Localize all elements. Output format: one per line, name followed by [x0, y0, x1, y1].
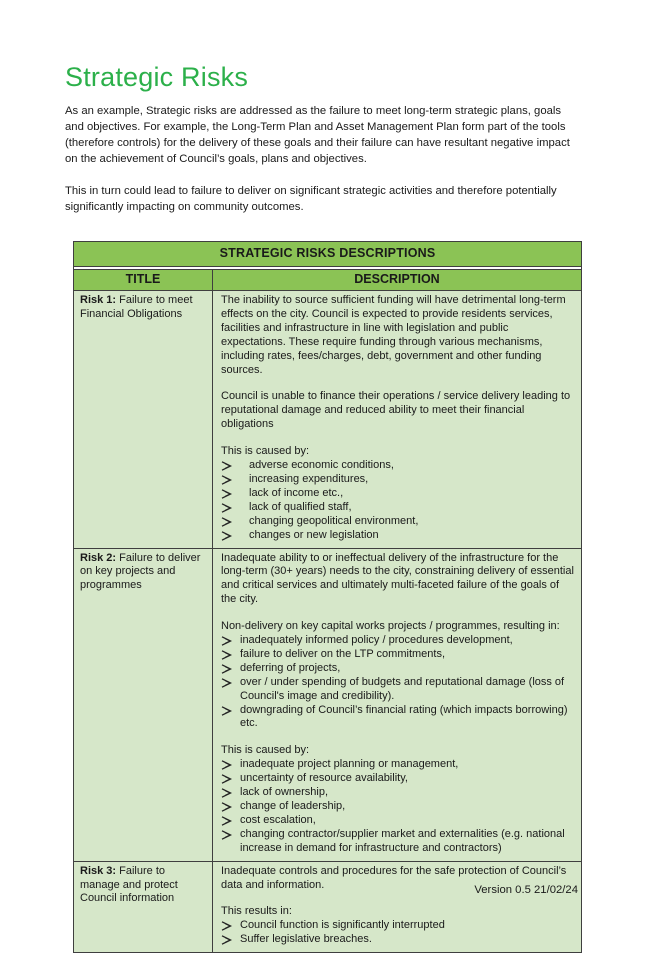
bullet-text: adverse economic conditions,	[249, 459, 394, 472]
description-paragraph: Inadequate ability to or ineffectual delivery of the infrastructure for the long-term (30+ years) needs to the city, constraining delivery of essential and critical services and ultimately multi-faceted failure of the goals of the city.	[221, 551, 574, 606]
table-row	[74, 549, 581, 862]
arrow-bullet-icon	[221, 760, 232, 770]
description-paragraph: Council is unable to finance their operations / service delivery leading to reputational damage and reduced ability to meet their financial obligations	[221, 390, 571, 431]
arrow-bullet-icon	[221, 664, 232, 674]
intro-section	[65, 103, 581, 215]
page-title: Strategic Risks	[65, 62, 249, 92]
bullet-text: Suffer legislative breaches.	[240, 933, 372, 946]
bullet-text: inadequate project planning or management,	[240, 758, 459, 771]
bullet-item	[221, 800, 575, 814]
bullet-text: changing geopolitical environment,	[249, 514, 419, 527]
description-paragraph: Non-delivery on key capital works projects / programmes, resulting in:	[221, 620, 560, 633]
bullet-item	[221, 676, 575, 704]
intro-paragraph-1: As an example, Strategic risks are addressed as the failure to meet long-term strategic plans, goals and objectives. For example, the Long-Term Plan and Asset Management Plan form part of the tools (therefore controls) for the delivery of these goals and their failure can have resultant negative impact on the achievement of Council’s goals, plans and objectives.	[65, 105, 570, 165]
description-paragraph: This results in:	[221, 905, 292, 918]
bullet-text: inadequately informed policy / procedures development,	[240, 634, 513, 647]
description-paragraph: This is caused by:	[221, 445, 310, 458]
risk-description-cell	[213, 549, 581, 861]
bullet-item	[221, 814, 575, 828]
bullet-text: changing contractor/supplier market and externalities (e.g. national increase in demand for infrastructure and contractors)	[240, 827, 565, 854]
column-header-description: DESCRIPTION	[354, 272, 440, 287]
bullet-item	[221, 634, 575, 648]
risk-rows	[74, 291, 581, 952]
bullet-text: lack of ownership,	[240, 786, 329, 799]
bullet-item	[221, 529, 575, 543]
arrow-bullet-icon	[221, 489, 232, 499]
arrow-bullet-icon	[221, 774, 232, 784]
bullet-text: Council function is significantly interrupted	[240, 919, 445, 932]
bullet-item	[221, 704, 575, 732]
bullet-item	[221, 648, 575, 662]
arrow-bullet-icon	[221, 706, 232, 716]
bullet-text: changes or new legislation	[249, 528, 379, 541]
risk-description-cell	[213, 862, 581, 953]
description-paragraph: The inability to source sufficient funding will have detrimental long-term effects on the city. Council is expected to provide residents services, facilities and infrastructure in line with legislation and public expectations. These require funding through various mechanisms, including rates, fees/charges, debt, government and other funding sources.	[221, 294, 566, 376]
bullet-text: failure to deliver on the LTP commitments,	[240, 647, 446, 660]
arrow-bullet-icon	[221, 816, 232, 826]
arrow-bullet-icon	[221, 678, 232, 688]
bullet-item	[221, 459, 575, 473]
bullet-item	[221, 662, 575, 676]
bullet-text: cost escalation,	[240, 813, 316, 826]
bullet-item	[221, 515, 575, 529]
arrow-bullet-icon	[221, 517, 232, 527]
risk-title-label: Risk 3:	[80, 864, 117, 877]
table-banner: STRATEGIC RISKS DESCRIPTIONS	[74, 242, 581, 267]
table-header-row	[74, 270, 581, 291]
description-paragraph: This is caused by:	[221, 744, 310, 757]
bullet-text: deferring of projects,	[240, 661, 341, 674]
intro-paragraph-2: This in turn could lead to failure to deliver on significant strategic activities and therefore potentially significantly impacting on community outcomes.	[65, 185, 557, 213]
paragraph-spacer	[221, 731, 575, 744]
bullet-text: increasing expenditures,	[249, 472, 369, 485]
bullet-item	[221, 919, 575, 933]
risk-title-label: Risk 2:	[80, 551, 117, 564]
bullet-text: lack of qualified staff,	[249, 500, 352, 513]
bullet-item	[221, 758, 575, 772]
bullet-text: over / under spending of budgets and reputational damage (loss of Council's image and credibility).	[240, 675, 565, 702]
risk-description-cell	[213, 291, 581, 548]
column-header-title: TITLE	[74, 270, 213, 290]
arrow-bullet-icon	[221, 636, 232, 646]
bullet-item	[221, 501, 575, 515]
bullet-item	[221, 828, 575, 856]
bullet-item	[221, 933, 575, 947]
bullet-item	[221, 786, 575, 800]
table-row	[74, 862, 581, 953]
table-row	[74, 291, 581, 549]
risk-title-cell: Risk 3: Failure to manage and protect Council information	[74, 862, 213, 953]
bullet-text: change of leadership,	[240, 800, 346, 812]
bullet-text: downgrading of Council’s financial rating (which impacts borrowing) etc.	[240, 703, 568, 730]
arrow-bullet-icon	[221, 531, 232, 541]
version-footer: Version 0.5 21/02/24	[474, 884, 578, 896]
arrow-bullet-icon	[221, 830, 232, 840]
strategic-risks-table	[73, 241, 582, 953]
bullet-text: uncertainty of resource availability,	[240, 772, 408, 785]
risk-title-cell: Risk 1: Failure to meet Financial Obligations	[74, 291, 213, 548]
arrow-bullet-icon	[221, 935, 232, 945]
bullet-item	[221, 772, 575, 786]
risk-title-cell: Risk 2: Failure to deliver on key projects and programmes	[74, 549, 213, 861]
paragraph-spacer	[221, 377, 575, 390]
arrow-bullet-icon	[221, 503, 232, 513]
bullet-item	[221, 473, 575, 487]
bullet-item	[221, 487, 575, 501]
arrow-bullet-icon	[221, 475, 232, 485]
paragraph-spacer	[221, 607, 575, 620]
arrow-bullet-icon	[221, 921, 232, 931]
arrow-bullet-icon	[221, 461, 232, 471]
arrow-bullet-icon	[221, 788, 232, 798]
risk-title-label: Risk 1:	[80, 294, 117, 306]
description-paragraph: Inadequate controls and procedures for the safe protection of Council’s data and information.	[221, 864, 567, 891]
paragraph-spacer	[221, 432, 575, 445]
arrow-bullet-icon	[221, 802, 232, 812]
arrow-bullet-icon	[221, 650, 232, 660]
bullet-text: lack of income etc.,	[249, 486, 344, 499]
